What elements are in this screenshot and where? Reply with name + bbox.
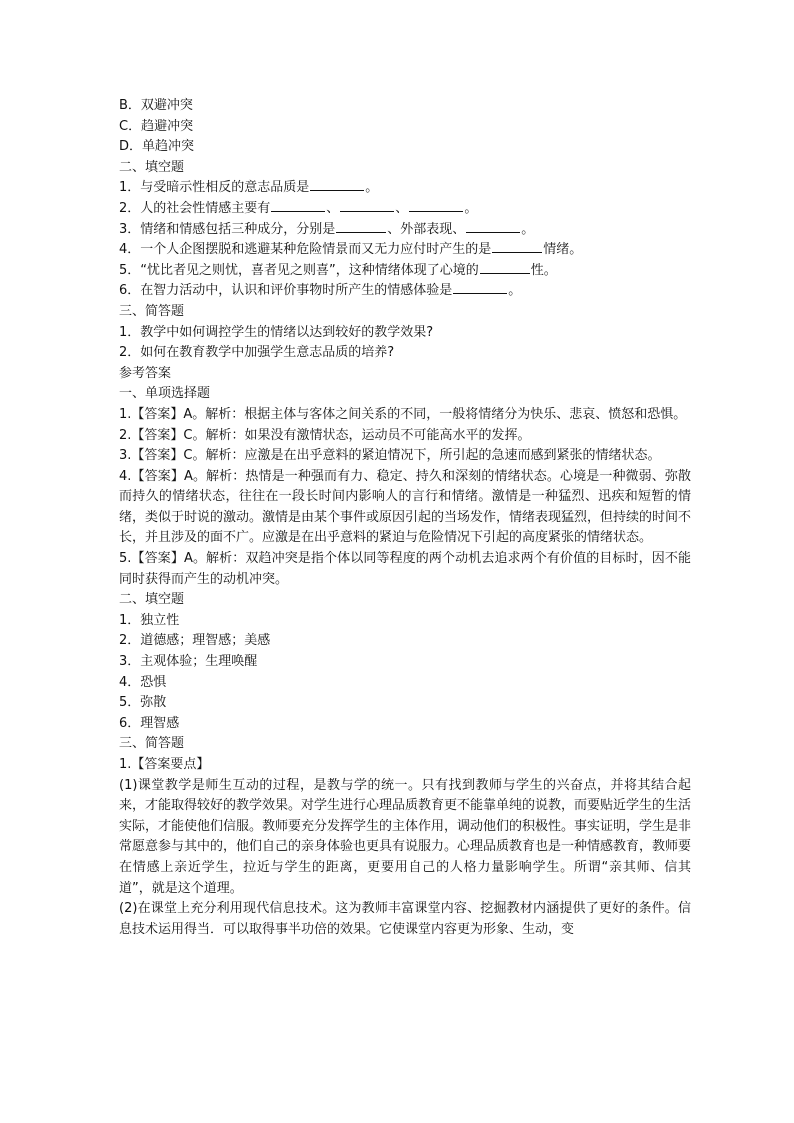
- section-heading-short-answers: 三、简答题: [119, 736, 185, 752]
- short-answer-paragraph-1: (1)课堂教学是师生互动的过程，是教与学的统一。只有找到教师与学生的兴奋点，并将其结合起来，才能取得较好的教学效果。对学生进行心理品质教育更不能靠单纯的说教，而要贴近学生的生活实际，才能使他们信服。教师要充分发挥学生的主体作用，调动他们的积极性。事实证明，学生是非常愿意参与其中的，他们自己的亲身体验也更具有说服力。心理品质教育也是一种情感教育，教师要在情感上亲近学生，拉近与学生的距离，更要用自己的人格力量影响学生。所谓“亲其师、信其道”，就是这个道理。: [119, 777, 692, 896]
- fill-question-1: 1．与受暗示性相反的意志品质是 。: [119, 180, 379, 196]
- fill-question-4: 4．一个人企图摆脱和逃避某种危险情景而又无力应付时产生的是 情绪。: [119, 242, 583, 258]
- short-question-2: 2．如何在教育教学中加强学生意志品质的培养?: [119, 345, 395, 361]
- short-answer-head: 1.【答案要点】: [119, 757, 210, 772]
- single-answer-5: 5.【答案】A。解析：双趋冲突是指个体以同等程度的两个动机去追求两个有价值的目标时，因不能同时获得而产生的动机冲突。: [119, 551, 691, 587]
- single-answer-4: 4.【答案】A。解析：热情是一种强而有力、稳定、持久和深刻的情绪状态。心境是一种微弱、弥散而持久的情绪状态，往往在一段长时间内影响人的言行和情绪。激情是一种猛烈、迅疾和短暂的情绪，类似于时说的激动。激情是由某个事件或原因引起的当场发作，情绪表现猛烈，但持续的时间不长，并且涉及的面不广。应激是在出乎意料的紧迫与危险情况下引起的高度紧张的情绪状态。: [119, 468, 692, 546]
- option-b: B．双避冲突: [119, 98, 193, 113]
- fill-question-6: 6．在智力活动中，认识和评价事物时所产生的情感体验是 。: [119, 283, 522, 299]
- fill-answer-1: 1．独立性: [119, 612, 180, 628]
- fill-answer-6: 6．理智感: [119, 715, 180, 731]
- answer-blank: [453, 281, 507, 294]
- option-d: D．单趋冲突: [119, 139, 195, 155]
- fill-question-5: 5．“忧比者见之则忧，喜者见之则喜”，这种情绪体现了心境的 性。: [119, 262, 557, 278]
- answer-blank: [271, 199, 325, 212]
- section-heading-fill-answers: 二、填空题: [119, 592, 185, 608]
- fill-question-2: 2．人的社会性情感主要有 、 、 。: [119, 200, 478, 216]
- answer-blank: [492, 240, 542, 253]
- fill-answer-5: 5．弥散: [119, 695, 167, 711]
- fill-question-3: 3．情绪和情感包括三种成分，分别是 、外部表现、 。: [119, 221, 535, 237]
- answer-blank: [310, 178, 364, 191]
- section-heading-fill: 二、填空题: [119, 159, 185, 175]
- fill-answer-3: 3．主观体验；生理唤醒: [119, 654, 258, 670]
- document-page: [119, 96, 691, 940]
- single-answer-3: 3.【答案】C。解析：应激是在出乎意料的紧迫情况下，所引起的急速而感到紧张的情绪状态。: [119, 448, 661, 464]
- answer-blank: [336, 220, 386, 233]
- short-answer-paragraph-2: (2)在课堂上充分利用现代信息技术。这为教师丰富课堂内容、挖掘教材内涵提供了更好的条件。信息技术运用得当．可以取得事半功倍的效果。它使课堂内容更为形象、生动，变: [119, 901, 691, 937]
- fill-answer-2: 2．道德感；理智感；美感: [119, 633, 271, 649]
- answer-blank: [480, 261, 530, 274]
- section-heading-single: 一、单项选择题: [119, 386, 211, 402]
- short-question-1: 1．教学中如何调控学生的情绪以达到较好的教学效果?: [119, 324, 434, 340]
- single-answer-1: 1.【答案】A。解析：根据主体与客体之间关系的不同，一般将情绪分为快乐、悲哀、愤怒和恐惧。: [119, 406, 687, 422]
- answer-blank: [409, 199, 463, 212]
- option-c: C．趋避冲突: [119, 118, 194, 134]
- section-heading-short: 三、简答题: [119, 303, 185, 319]
- answer-blank: [466, 220, 520, 233]
- single-answer-2: 2.【答案】C。解析：如果没有激情状态，运动员不可能高水平的发挥。: [119, 427, 531, 443]
- fill-answer-4: 4．恐惧: [119, 674, 167, 690]
- answers-title: 参考答案: [119, 365, 172, 381]
- answer-blank: [340, 199, 394, 212]
